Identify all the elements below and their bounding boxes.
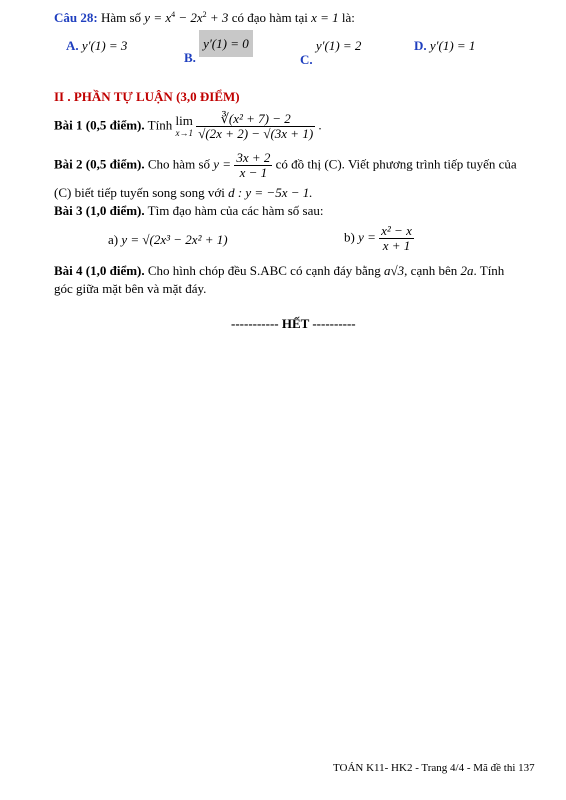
page-footer: TOÁN K11- HK2 - Trang 4/4 - Mã đề thi 137 (333, 762, 535, 774)
stem-suffix: là: (341, 10, 355, 25)
lateral-edge: 2a (460, 263, 474, 278)
option-text-highlighted: y′(1) = 0 (199, 30, 253, 57)
problem-1-label: Bài 1 (0,5 điểm). (54, 117, 145, 133)
problem-3b: b) y = $\frac{\text{x² − x}}{x + 1}$ (344, 223, 412, 253)
section-heading: II . PHẦN TỰ LUẬN (3,0 ĐIỂM) (54, 89, 240, 104)
option-letter: A. (66, 38, 79, 53)
problem-3 (54, 203, 323, 219)
problem-3b-numerator: x² − x (381, 223, 412, 238)
tangent-line-equation: d : y = −5x − 1. (228, 185, 313, 200)
function-numerator: 3x + 2 (236, 150, 271, 165)
option-letter: C. (300, 52, 313, 67)
question-28-stem (54, 10, 355, 26)
stem-point: x = 1 (311, 10, 339, 25)
problem-2-label: Bài 2 (0,5 điểm). (54, 156, 145, 172)
problem-4-line-2: góc giữa mặt bên và mặt đáy. (54, 281, 207, 296)
problem-1-text: Tính (147, 117, 173, 133)
limit-fraction (196, 112, 315, 141)
function-fraction (234, 151, 272, 180)
problem-2-text-after: có đồ thị (C). Viết phương trình tiếp tuyến của (275, 156, 517, 172)
problem-3b-fraction (379, 224, 414, 253)
problem-3-label: Bài 3 (1,0 điểm). (54, 203, 145, 218)
problem-2-text: Cho hàm số (147, 156, 211, 172)
stem-mid: có đạo hàm tại (231, 10, 308, 25)
option-letter: B. (184, 50, 196, 65)
option-text: y′(1) = 1 (429, 38, 476, 53)
limit-denominator: √(2x + 2) − √(3x + 1) (198, 126, 314, 141)
problem-3a: a) y = √(2x³ − 2x² + 1) (108, 232, 228, 247)
option-a[interactable] (66, 38, 127, 54)
stem-prefix: Hàm số (100, 10, 142, 25)
problem-2 (54, 151, 540, 180)
problem-2-line-2: (C) biết tiếp tuyến song song với d : y = −5x − 1. (54, 185, 313, 200)
problem-3a-function: y = √(2x³ − 2x² + 1) (121, 232, 228, 247)
limit-operator: lim x→1 (175, 112, 193, 138)
option-b[interactable] (184, 36, 253, 65)
option-c[interactable] (300, 38, 362, 67)
option-d[interactable] (414, 38, 475, 54)
option-text: y′(1) = 2 (315, 38, 362, 53)
problem-3-text: Tìm đạo hàm của các hàm số sau: (147, 203, 324, 218)
option-letter: D. (414, 38, 427, 53)
problem-3b-denominator: x + 1 (382, 238, 411, 253)
limit-numerator: ∛(x² + 7) − 2 (196, 112, 315, 127)
problem-4-label: Bài 4 (1,0 điểm). (54, 263, 145, 278)
question-label: Câu 28: (54, 10, 98, 25)
function-denominator: x − 1 (239, 165, 268, 180)
problem-1: Bài 1 (0,5 điểm). Tính lim x→1 $\frac{\text{∛(x² + 7) − 2}}{√(2x + 2) - √(3x + 1)}$ . (54, 111, 322, 141)
problem-4: Bài 4 (1,0 điểm). Cho hình chóp đều S.ABC có cạnh đáy bằng a√3, cạnh bên 2a. Tính (54, 263, 505, 278)
end-marker: ----------- HẾT ---------- (231, 316, 356, 331)
function-lhs: y = (213, 156, 232, 172)
stem-function: $y = x^4 - 2x^2 + 3$ (144, 10, 229, 25)
base-edge: a√3 (384, 263, 405, 278)
option-text: y′(1) = 3 (81, 38, 128, 53)
